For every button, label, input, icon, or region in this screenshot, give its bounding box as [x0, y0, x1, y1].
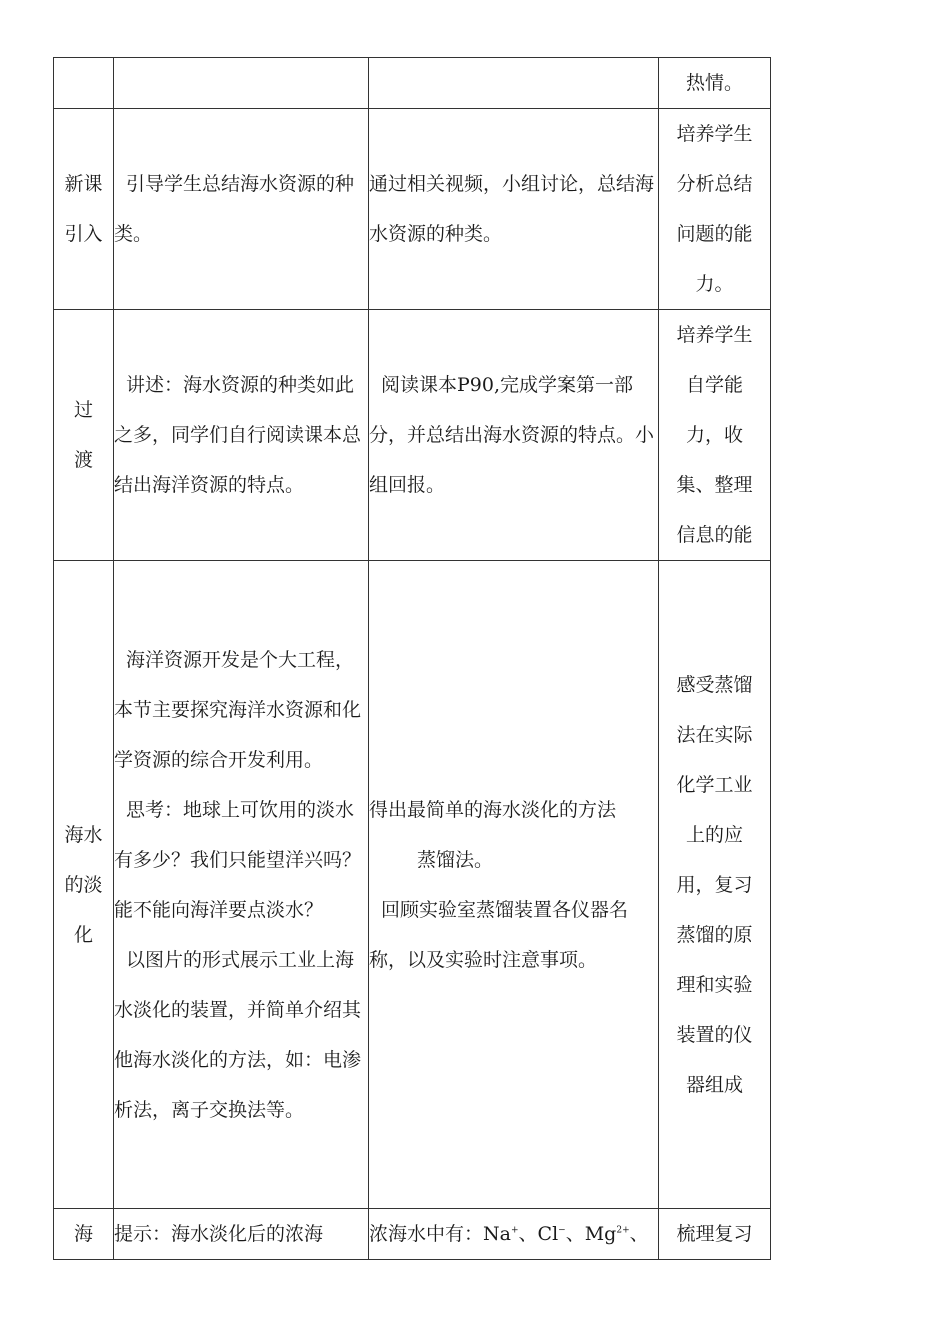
- stage-label: 渡: [73, 449, 93, 471]
- teacher-activity-cell: [114, 109, 369, 310]
- teacher-text: 讲述：海水资源的种类如此之多，同学们自行阅读课本总结出海洋资源的特点。: [114, 374, 362, 496]
- student-activity-cell: [369, 561, 659, 1209]
- stage-label: 引入: [64, 223, 103, 245]
- student-activity-cell: [369, 109, 659, 310]
- purpose-line: 上的应: [685, 823, 743, 846]
- teacher-paragraph: 海洋资源开发是个大工程，本节主要探究海洋水资源和化学资源的综合开发利用。: [114, 648, 362, 771]
- purpose-line: 器组成: [685, 1073, 743, 1096]
- student-paragraph: 蒸馏法。: [417, 848, 494, 871]
- purpose-line: 法在实际: [676, 723, 753, 746]
- purpose-line: 化学工业: [676, 773, 753, 796]
- purpose-line: 问题的能: [676, 223, 753, 245]
- table-row: [54, 561, 771, 1209]
- stage-cell: [54, 58, 114, 109]
- table-row: [54, 1209, 771, 1260]
- student-text: 通过相关视频，小组讨论，总结海水资源的种类。: [369, 173, 655, 245]
- purpose-cell: [659, 109, 771, 310]
- purpose-line: 信息的能: [676, 524, 753, 546]
- purpose-line: 装置的仪: [676, 1023, 753, 1046]
- stage-cell: [54, 310, 114, 561]
- student-activity-cell: [369, 310, 659, 561]
- table-row: [54, 58, 771, 109]
- purpose-line: 理和实验: [676, 973, 753, 996]
- table-row: [54, 310, 771, 561]
- teacher-activity-cell: [114, 1209, 369, 1260]
- stage-cell: [54, 1209, 114, 1260]
- purpose-line: 培养学生: [676, 324, 753, 346]
- stage-label: 新课: [64, 173, 103, 195]
- purpose-line: 梳理复习: [676, 1223, 753, 1245]
- purpose-cell: [659, 310, 771, 561]
- stage-label: 化: [73, 923, 93, 946]
- stage-label: 海: [73, 1223, 93, 1245]
- stage-label: 过: [73, 399, 93, 421]
- teacher-activity-cell: [114, 58, 369, 109]
- purpose-cell: [659, 1209, 771, 1260]
- purpose-cell: [659, 58, 771, 109]
- stage-cell: [54, 561, 114, 1209]
- lesson-plan-table: [53, 57, 771, 1260]
- stage-cell: [54, 109, 114, 310]
- student-paragraph: 得出最简单的海水淡化的方法: [369, 798, 617, 821]
- teacher-activity-cell: [114, 310, 369, 561]
- stage-label: 海水: [64, 823, 103, 846]
- teacher-text: 引导学生总结海水资源的种类。: [114, 173, 355, 245]
- student-activity-cell: [369, 58, 659, 109]
- purpose-line: 集、整理: [676, 474, 753, 496]
- teacher-paragraph: 以图片的形式展示工业上海水淡化的装置，并简单介绍其他海水淡化的方法，如：电渗析法，离子交换法等。: [114, 948, 362, 1121]
- purpose-line: 蒸馏的原: [676, 923, 753, 946]
- table-row: [54, 109, 771, 310]
- teacher-paragraph: 思考：地球上可饮用的淡水有多少？我们只能望洋兴吗？能不能向海洋要点淡水？: [114, 798, 362, 921]
- purpose-line: 热情。: [685, 72, 743, 94]
- student-text: 阅读课本P90,完成学案第一部分，并总结出海水资源的特点。小组回报。: [369, 374, 655, 496]
- teacher-activity-cell: [114, 561, 369, 1209]
- student-text: 浓海水中有：Na+、Cl−、$Mg^{2+}$、: [369, 1223, 649, 1245]
- purpose-line: 培养学生: [676, 123, 753, 145]
- student-paragraph: 回顾实验室蒸馏装置各仪器名称，以及实验时注意事项。: [369, 898, 629, 971]
- purpose-line: 力，收: [685, 424, 743, 446]
- purpose-line: 用，复习: [676, 873, 753, 896]
- student-activity-cell: [369, 1209, 659, 1260]
- purpose-line: 分析总结: [676, 173, 753, 195]
- stage-label: 的淡: [64, 873, 103, 896]
- purpose-line: 力。: [695, 273, 734, 295]
- teacher-text: 提示：海水淡化后的浓海: [114, 1223, 324, 1245]
- purpose-line: 感受蒸馏: [676, 673, 753, 696]
- purpose-cell: [659, 561, 771, 1209]
- purpose-line: 自学能: [685, 374, 743, 396]
